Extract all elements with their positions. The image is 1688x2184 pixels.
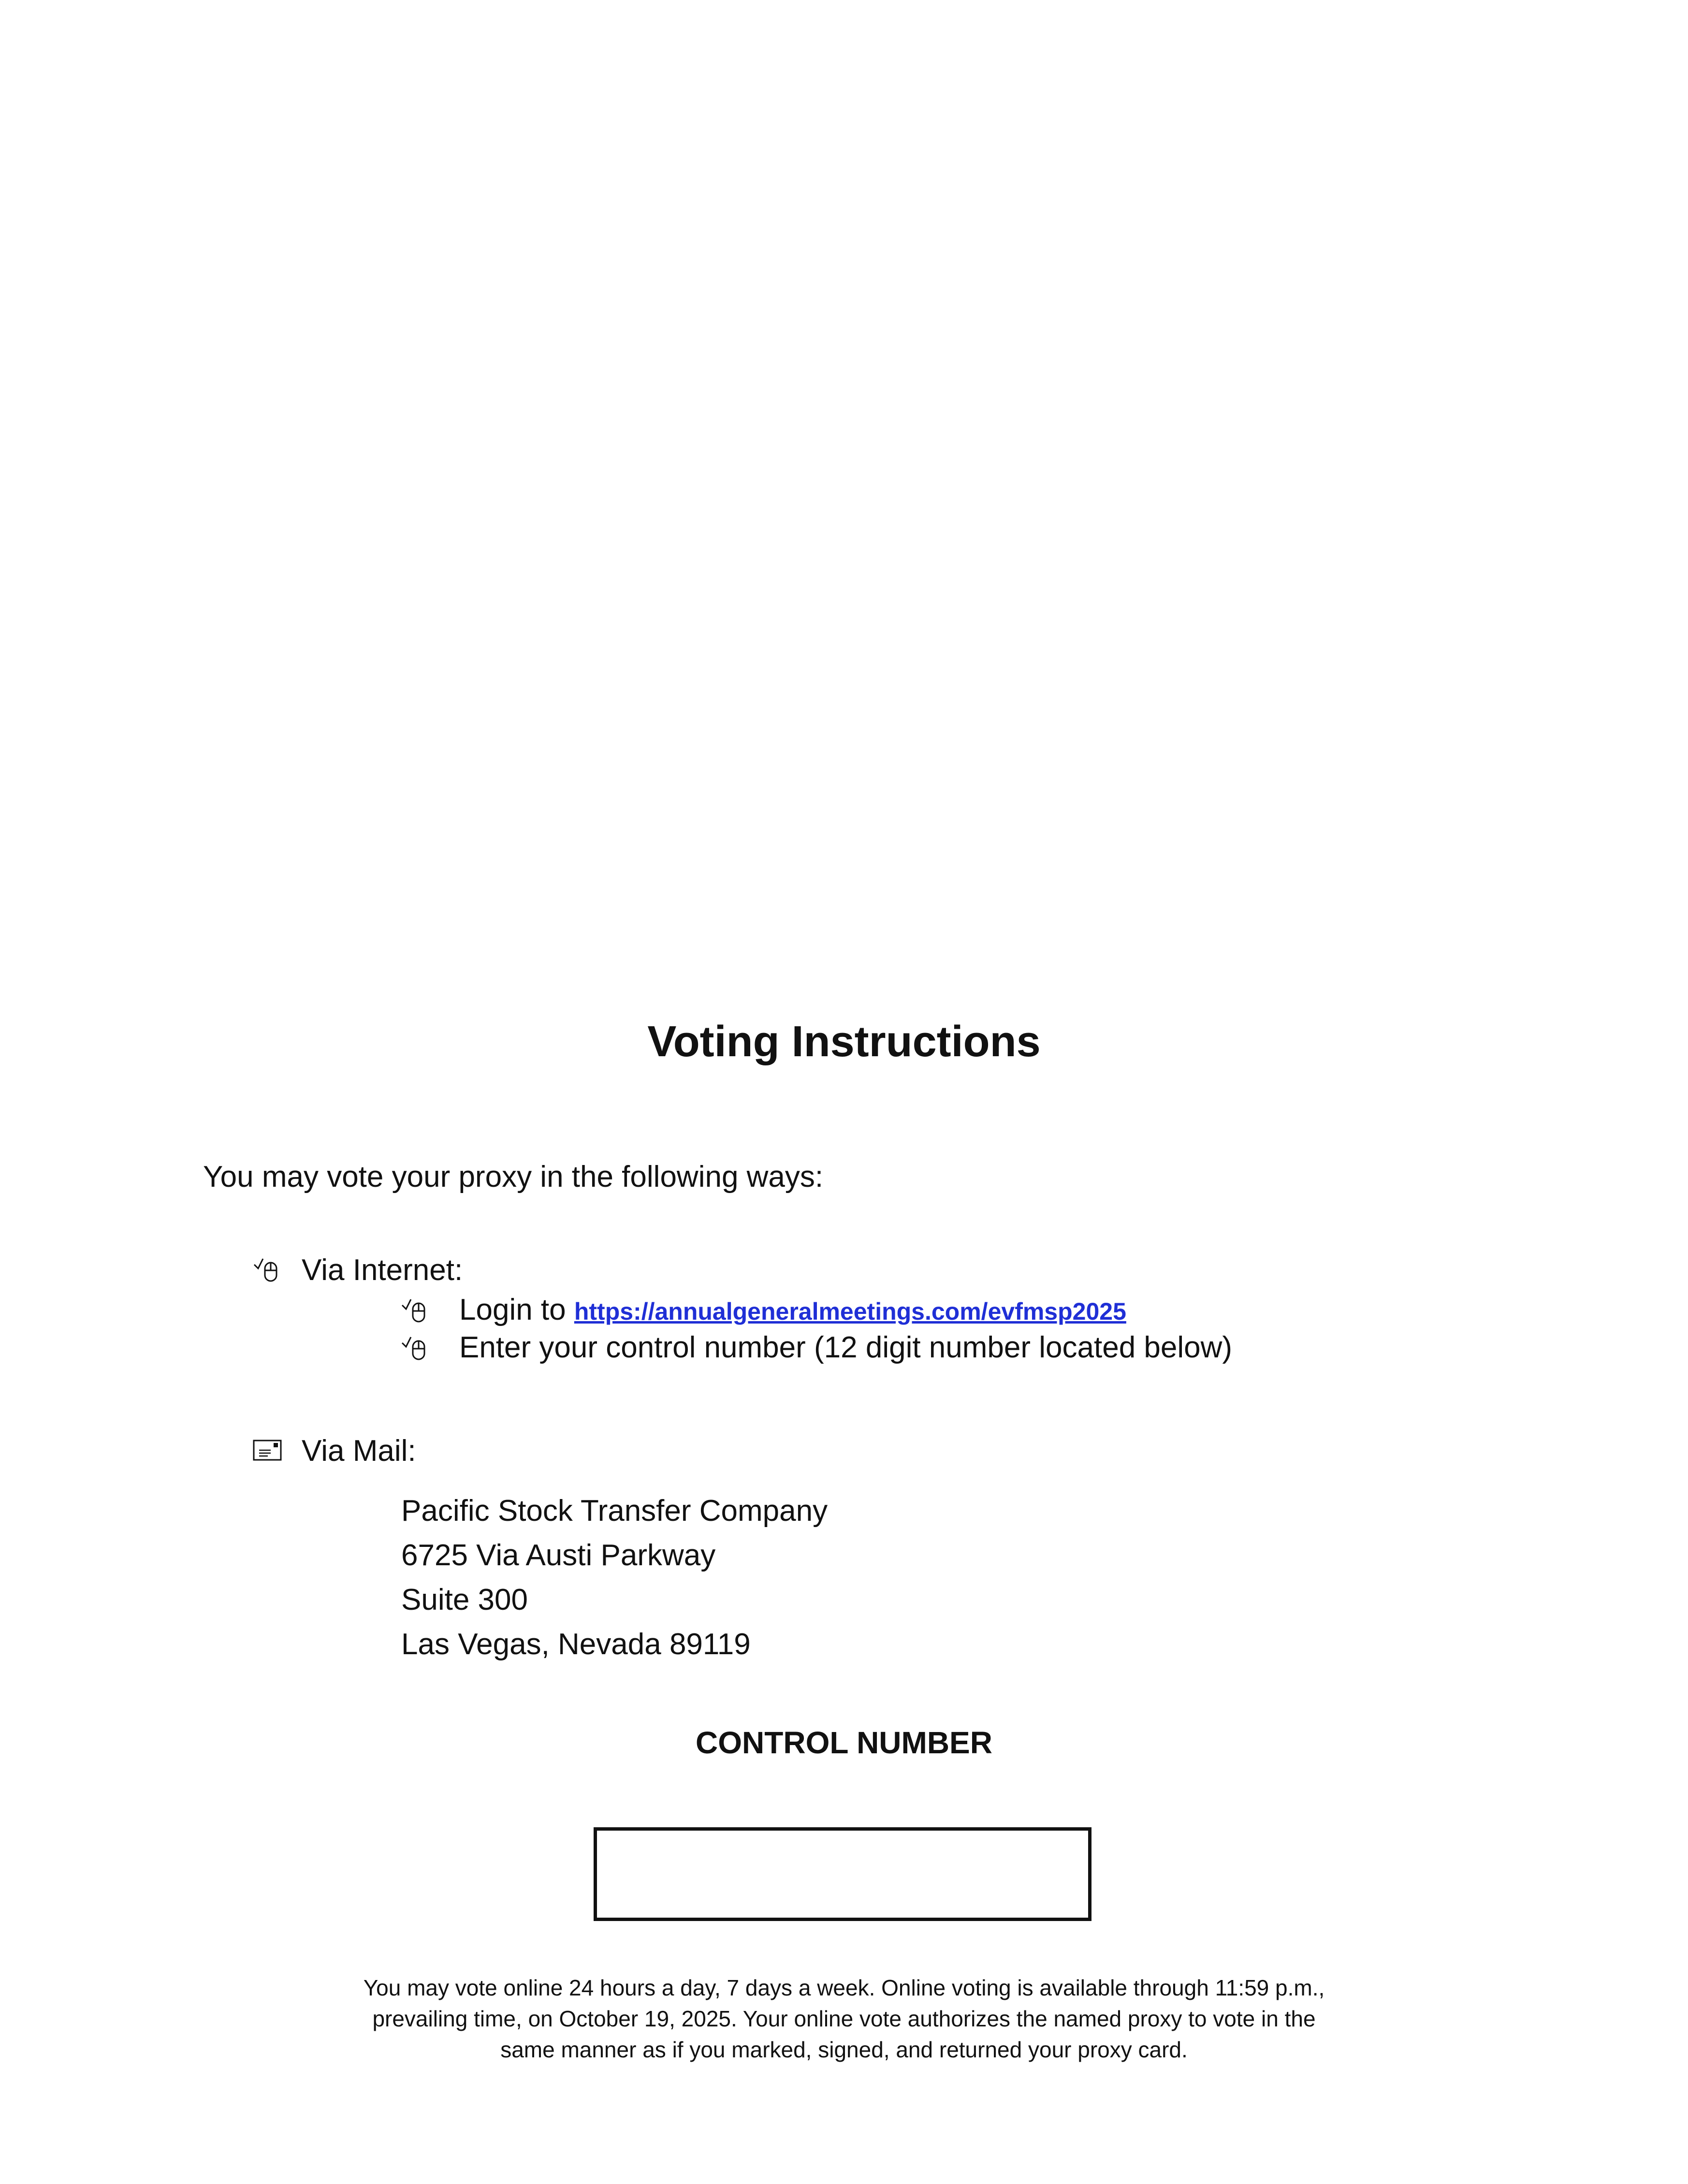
login-prefix: Login to <box>459 1293 574 1326</box>
footer-line: prevailing time, on October 19, 2025. Your online vote authorizes the named proxy to vote in the <box>372 2006 1316 2031</box>
via-mail-label: Via Mail: <box>302 1434 416 1468</box>
mouse-icon <box>252 1254 282 1284</box>
voting-website-link[interactable]: https://annualgeneralmeetings.com/evfmsp2025 <box>574 1298 1126 1325</box>
footer-note <box>0 1972 1688 2065</box>
via-internet-label: Via Internet: <box>302 1253 463 1287</box>
envelope-icon <box>252 1435 282 1465</box>
footer-line: same manner as if you marked, signed, and returned your proxy card. <box>500 2037 1188 2062</box>
address-line: Las Vegas, Nevada 89119 <box>401 1628 751 1661</box>
footer-line: You may vote online 24 hours a day, 7 days a week. Online voting is available through 11:59 p.m., <box>363 1975 1325 2000</box>
intro-text: You may vote your proxy in the following ways: <box>203 1160 824 1194</box>
control-number-step: Enter your control number (12 digit number located below) <box>459 1331 1233 1364</box>
address-line: Pacific Stock Transfer Company <box>401 1494 828 1528</box>
login-step <box>459 1291 1126 1331</box>
control-number-box <box>594 1827 1091 1921</box>
address-line: 6725 Via Austi Parkway <box>401 1539 716 1572</box>
mouse-icon <box>400 1332 430 1362</box>
address-line: Suite 300 <box>401 1583 528 1616</box>
page-title: Voting Instructions <box>647 1018 1041 1066</box>
control-number-heading: CONTROL NUMBER <box>696 1725 992 1760</box>
mouse-icon <box>400 1295 430 1325</box>
